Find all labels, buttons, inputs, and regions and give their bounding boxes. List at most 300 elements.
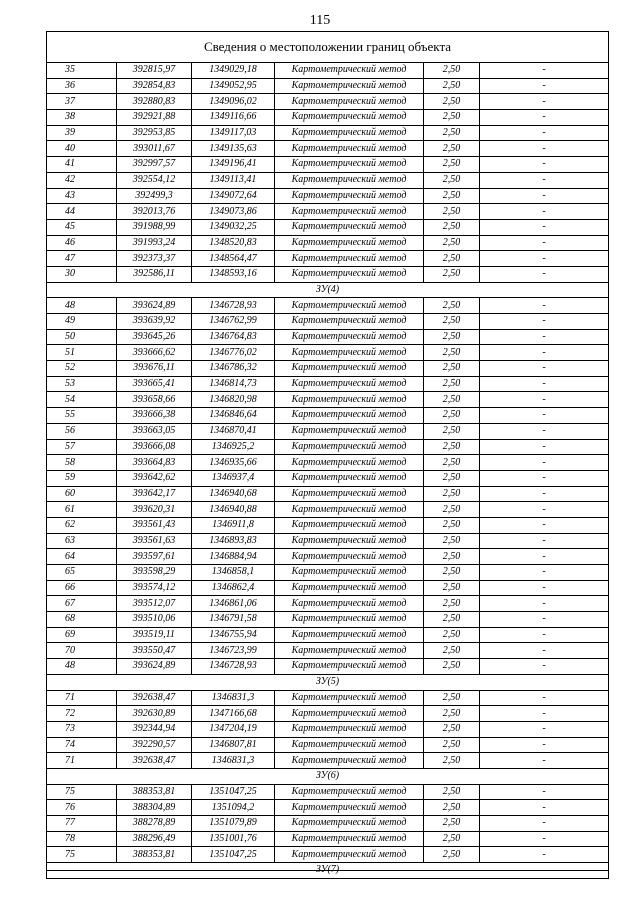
- x-coordinate-cell: 392638,47: [117, 690, 192, 706]
- table-row: [47, 345, 609, 361]
- method-cell: Картометрический метод: [275, 486, 424, 502]
- accuracy-cell: 2,50: [424, 502, 480, 518]
- description-cell: -: [480, 329, 609, 345]
- x-coordinate-cell: 393658,66: [117, 392, 192, 408]
- x-coordinate-cell: 392630,89: [117, 706, 192, 722]
- y-coordinate-cell: 1349032,25: [192, 219, 275, 235]
- point-number-cell: 36: [47, 78, 117, 94]
- table-row: [47, 486, 609, 502]
- table-row: [47, 847, 609, 863]
- y-coordinate-cell: 1346935,66: [192, 455, 275, 471]
- y-coordinate-cell: 1349116,66: [192, 110, 275, 126]
- x-coordinate-cell: 393624,89: [117, 659, 192, 675]
- y-coordinate-cell: 1346762,99: [192, 314, 275, 330]
- table-row: [47, 816, 609, 832]
- point-number-cell: 68: [47, 612, 117, 628]
- table-row: [47, 423, 609, 439]
- table-row: [47, 110, 609, 126]
- y-coordinate-cell: 1346846,64: [192, 408, 275, 424]
- accuracy-cell: 2,50: [424, 643, 480, 659]
- point-number-cell: 72: [47, 706, 117, 722]
- table-row: [47, 784, 609, 800]
- y-coordinate-cell: 1346870,41: [192, 423, 275, 439]
- method-cell: Картометрический метод: [275, 753, 424, 769]
- y-coordinate-cell: 1346925,2: [192, 439, 275, 455]
- method-cell: Картометрический метод: [275, 533, 424, 549]
- method-cell: Картометрический метод: [275, 172, 424, 188]
- accuracy-cell: 2,50: [424, 141, 480, 157]
- x-coordinate-cell: 388296,49: [117, 831, 192, 847]
- y-coordinate-cell: 1346791,58: [192, 612, 275, 628]
- description-cell: -: [480, 235, 609, 251]
- x-coordinate-cell: 393665,41: [117, 376, 192, 392]
- x-coordinate-cell: 393011,67: [117, 141, 192, 157]
- x-coordinate-cell: 392586,11: [117, 266, 192, 282]
- method-cell: Картометрический метод: [275, 847, 424, 863]
- x-coordinate-cell: 393561,43: [117, 517, 192, 533]
- x-coordinate-cell: 393561,63: [117, 533, 192, 549]
- method-cell: Картометрический метод: [275, 298, 424, 314]
- x-coordinate-cell: 392554,12: [117, 172, 192, 188]
- description-cell: -: [480, 204, 609, 220]
- method-cell: Картометрический метод: [275, 251, 424, 267]
- method-cell: Картометрический метод: [275, 800, 424, 816]
- y-coordinate-cell: 1346755,94: [192, 627, 275, 643]
- point-number-cell: 39: [47, 125, 117, 141]
- y-coordinate-cell: 1346831,3: [192, 753, 275, 769]
- description-cell: -: [480, 690, 609, 706]
- method-cell: Картометрический метод: [275, 470, 424, 486]
- description-cell: -: [480, 110, 609, 126]
- x-coordinate-cell: 393666,38: [117, 408, 192, 424]
- x-coordinate-cell: 392997,57: [117, 157, 192, 173]
- y-coordinate-cell: 1349029,18: [192, 63, 275, 78]
- point-number-cell: 46: [47, 235, 117, 251]
- accuracy-cell: 2,50: [424, 455, 480, 471]
- description-cell: -: [480, 706, 609, 722]
- accuracy-cell: 2,50: [424, 690, 480, 706]
- accuracy-cell: 2,50: [424, 612, 480, 628]
- y-coordinate-cell: 1346786,32: [192, 361, 275, 377]
- coordinates-table: [46, 63, 609, 879]
- accuracy-cell: 2,50: [424, 408, 480, 424]
- table-body: [47, 63, 609, 878]
- table-row: [47, 549, 609, 565]
- method-cell: Картометрический метод: [275, 157, 424, 173]
- x-coordinate-cell: 393574,12: [117, 580, 192, 596]
- point-number-cell: 59: [47, 470, 117, 486]
- x-coordinate-cell: 393597,61: [117, 549, 192, 565]
- description-cell: -: [480, 721, 609, 737]
- accuracy-cell: 2,50: [424, 565, 480, 581]
- y-coordinate-cell: 1348520,83: [192, 235, 275, 251]
- accuracy-cell: 2,50: [424, 533, 480, 549]
- table-row: [47, 376, 609, 392]
- method-cell: Картометрический метод: [275, 392, 424, 408]
- point-number-cell: 58: [47, 455, 117, 471]
- accuracy-cell: 2,50: [424, 517, 480, 533]
- accuracy-cell: 2,50: [424, 580, 480, 596]
- description-cell: -: [480, 266, 609, 282]
- y-coordinate-cell: 1346893,83: [192, 533, 275, 549]
- y-coordinate-cell: 1346776,02: [192, 345, 275, 361]
- point-number-cell: 75: [47, 847, 117, 863]
- method-cell: Картометрический метод: [275, 565, 424, 581]
- accuracy-cell: 2,50: [424, 157, 480, 173]
- x-coordinate-cell: 393620,31: [117, 502, 192, 518]
- method-cell: Картометрический метод: [275, 612, 424, 628]
- y-coordinate-cell: 1346858,1: [192, 565, 275, 581]
- y-coordinate-cell: 1346728,93: [192, 298, 275, 314]
- point-number-cell: 69: [47, 627, 117, 643]
- description-cell: -: [480, 627, 609, 643]
- table-row: [47, 78, 609, 94]
- section-row: [47, 674, 609, 690]
- point-number-cell: 75: [47, 784, 117, 800]
- table-row: [47, 314, 609, 330]
- accuracy-cell: 2,50: [424, 549, 480, 565]
- accuracy-cell: 2,50: [424, 627, 480, 643]
- description-cell: -: [480, 502, 609, 518]
- accuracy-cell: 2,50: [424, 800, 480, 816]
- table-row: [47, 141, 609, 157]
- section-row: [47, 863, 609, 879]
- method-cell: Картометрический метод: [275, 78, 424, 94]
- point-number-cell: 74: [47, 737, 117, 753]
- table-row: [47, 172, 609, 188]
- x-coordinate-cell: 393510,06: [117, 612, 192, 628]
- y-coordinate-cell: 1349196,41: [192, 157, 275, 173]
- section-label: ЗУ(7): [47, 863, 609, 879]
- y-coordinate-cell: 1349113,41: [192, 172, 275, 188]
- description-cell: -: [480, 486, 609, 502]
- description-cell: -: [480, 63, 609, 78]
- description-cell: -: [480, 439, 609, 455]
- point-number-cell: 53: [47, 376, 117, 392]
- point-number-cell: 48: [47, 298, 117, 314]
- method-cell: Картометрический метод: [275, 517, 424, 533]
- description-cell: -: [480, 549, 609, 565]
- y-coordinate-cell: 1346937,4: [192, 470, 275, 486]
- table-row: [47, 455, 609, 471]
- description-cell: -: [480, 737, 609, 753]
- description-cell: -: [480, 219, 609, 235]
- table-row: [47, 706, 609, 722]
- description-cell: -: [480, 517, 609, 533]
- description-cell: -: [480, 361, 609, 377]
- method-cell: Картометрический метод: [275, 549, 424, 565]
- point-number-cell: 35: [47, 63, 117, 78]
- method-cell: Картометрический метод: [275, 816, 424, 832]
- method-cell: Картометрический метод: [275, 455, 424, 471]
- y-coordinate-cell: 1346940,68: [192, 486, 275, 502]
- table-row: [47, 298, 609, 314]
- method-cell: Картометрический метод: [275, 125, 424, 141]
- y-coordinate-cell: 1351001,76: [192, 831, 275, 847]
- accuracy-cell: 2,50: [424, 78, 480, 94]
- point-number-cell: 73: [47, 721, 117, 737]
- x-coordinate-cell: 393550,47: [117, 643, 192, 659]
- point-number-cell: 71: [47, 690, 117, 706]
- method-cell: Картометрический метод: [275, 643, 424, 659]
- point-number-cell: 43: [47, 188, 117, 204]
- y-coordinate-cell: 1349135,63: [192, 141, 275, 157]
- description-cell: -: [480, 141, 609, 157]
- x-coordinate-cell: 393639,92: [117, 314, 192, 330]
- x-coordinate-cell: 393666,62: [117, 345, 192, 361]
- y-coordinate-cell: 1346862,4: [192, 580, 275, 596]
- method-cell: Картометрический метод: [275, 721, 424, 737]
- accuracy-cell: 2,50: [424, 439, 480, 455]
- method-cell: Картометрический метод: [275, 690, 424, 706]
- accuracy-cell: 2,50: [424, 486, 480, 502]
- table-row: [47, 502, 609, 518]
- accuracy-cell: 2,50: [424, 63, 480, 78]
- method-cell: Картометрический метод: [275, 376, 424, 392]
- section-row: [47, 282, 609, 298]
- table-row: [47, 517, 609, 533]
- description-cell: -: [480, 580, 609, 596]
- y-coordinate-cell: 1349117,03: [192, 125, 275, 141]
- y-coordinate-cell: 1349072,64: [192, 188, 275, 204]
- accuracy-cell: 2,50: [424, 784, 480, 800]
- description-cell: -: [480, 643, 609, 659]
- table-row: [47, 94, 609, 110]
- point-number-cell: 56: [47, 423, 117, 439]
- method-cell: Картометрический метод: [275, 110, 424, 126]
- description-cell: -: [480, 816, 609, 832]
- x-coordinate-cell: 393598,29: [117, 565, 192, 581]
- accuracy-cell: 2,50: [424, 847, 480, 863]
- method-cell: Картометрический метод: [275, 235, 424, 251]
- y-coordinate-cell: 1346831,3: [192, 690, 275, 706]
- point-number-cell: 52: [47, 361, 117, 377]
- y-coordinate-cell: 1349052,95: [192, 78, 275, 94]
- method-cell: Картометрический метод: [275, 329, 424, 345]
- x-coordinate-cell: 393512,07: [117, 596, 192, 612]
- description-cell: -: [480, 596, 609, 612]
- description-cell: -: [480, 94, 609, 110]
- x-coordinate-cell: 392921,88: [117, 110, 192, 126]
- method-cell: Картометрический метод: [275, 706, 424, 722]
- method-cell: Картометрический метод: [275, 423, 424, 439]
- point-number-cell: 77: [47, 816, 117, 832]
- table-row: [47, 612, 609, 628]
- point-number-cell: 44: [47, 204, 117, 220]
- point-number-cell: 62: [47, 517, 117, 533]
- accuracy-cell: 2,50: [424, 125, 480, 141]
- table-row: [47, 188, 609, 204]
- table-row: [47, 565, 609, 581]
- section-row: [47, 768, 609, 784]
- point-number-cell: 51: [47, 345, 117, 361]
- method-cell: Картометрический метод: [275, 502, 424, 518]
- table-row: [47, 392, 609, 408]
- y-coordinate-cell: 1351047,25: [192, 847, 275, 863]
- point-number-cell: 57: [47, 439, 117, 455]
- method-cell: Картометрический метод: [275, 408, 424, 424]
- table-heading: Сведения о местоположении границ объекта: [47, 32, 608, 63]
- table-row: [47, 204, 609, 220]
- accuracy-cell: 2,50: [424, 737, 480, 753]
- description-cell: -: [480, 470, 609, 486]
- accuracy-cell: 2,50: [424, 235, 480, 251]
- accuracy-cell: 2,50: [424, 596, 480, 612]
- table-row: [47, 596, 609, 612]
- accuracy-cell: 2,50: [424, 298, 480, 314]
- x-coordinate-cell: 393645,26: [117, 329, 192, 345]
- x-coordinate-cell: 392638,47: [117, 753, 192, 769]
- method-cell: Картометрический метод: [275, 627, 424, 643]
- accuracy-cell: 2,50: [424, 172, 480, 188]
- y-coordinate-cell: 1346940,88: [192, 502, 275, 518]
- accuracy-cell: 2,50: [424, 816, 480, 832]
- point-number-cell: 54: [47, 392, 117, 408]
- y-coordinate-cell: 1349096,02: [192, 94, 275, 110]
- point-number-cell: 50: [47, 329, 117, 345]
- table-row: [47, 361, 609, 377]
- point-number-cell: 47: [47, 251, 117, 267]
- accuracy-cell: 2,50: [424, 470, 480, 486]
- method-cell: Картометрический метод: [275, 188, 424, 204]
- accuracy-cell: 2,50: [424, 204, 480, 220]
- y-coordinate-cell: 1346764,83: [192, 329, 275, 345]
- y-coordinate-cell: 1346723,99: [192, 643, 275, 659]
- point-number-cell: 65: [47, 565, 117, 581]
- y-coordinate-cell: 1346884,94: [192, 549, 275, 565]
- accuracy-cell: 2,50: [424, 753, 480, 769]
- method-cell: Картометрический метод: [275, 439, 424, 455]
- x-coordinate-cell: 393519,11: [117, 627, 192, 643]
- y-coordinate-cell: 1346814,73: [192, 376, 275, 392]
- point-number-cell: 41: [47, 157, 117, 173]
- table-row: [47, 753, 609, 769]
- accuracy-cell: 2,50: [424, 329, 480, 345]
- method-cell: Картометрический метод: [275, 831, 424, 847]
- description-cell: -: [480, 172, 609, 188]
- description-cell: -: [480, 251, 609, 267]
- table-row: [47, 627, 609, 643]
- description-cell: -: [480, 753, 609, 769]
- accuracy-cell: 2,50: [424, 188, 480, 204]
- table-row: [47, 831, 609, 847]
- accuracy-cell: 2,50: [424, 219, 480, 235]
- y-coordinate-cell: 1349073,86: [192, 204, 275, 220]
- table-row: [47, 690, 609, 706]
- point-number-cell: 71: [47, 753, 117, 769]
- y-coordinate-cell: 1351094,2: [192, 800, 275, 816]
- section-label: ЗУ(5): [47, 674, 609, 690]
- description-cell: -: [480, 78, 609, 94]
- table-row: [47, 659, 609, 675]
- y-coordinate-cell: 1351079,89: [192, 816, 275, 832]
- x-coordinate-cell: 393676,11: [117, 361, 192, 377]
- description-cell: -: [480, 188, 609, 204]
- table-row: [47, 580, 609, 596]
- x-coordinate-cell: 388353,81: [117, 784, 192, 800]
- description-cell: -: [480, 533, 609, 549]
- table-row: [47, 157, 609, 173]
- x-coordinate-cell: 392499,3: [117, 188, 192, 204]
- description-cell: -: [480, 157, 609, 173]
- section-label: ЗУ(6): [47, 768, 609, 784]
- description-cell: -: [480, 392, 609, 408]
- method-cell: Картометрический метод: [275, 314, 424, 330]
- point-number-cell: 40: [47, 141, 117, 157]
- page-number: 115: [309, 13, 331, 28]
- y-coordinate-cell: 1347166,68: [192, 706, 275, 722]
- point-number-cell: 30: [47, 266, 117, 282]
- table-row: [47, 643, 609, 659]
- x-coordinate-cell: 392373,37: [117, 251, 192, 267]
- method-cell: Картометрический метод: [275, 784, 424, 800]
- method-cell: Картометрический метод: [275, 204, 424, 220]
- x-coordinate-cell: 388304,89: [117, 800, 192, 816]
- point-number-cell: 42: [47, 172, 117, 188]
- description-cell: -: [480, 455, 609, 471]
- accuracy-cell: 2,50: [424, 392, 480, 408]
- table-row: [47, 439, 609, 455]
- method-cell: Картометрический метод: [275, 266, 424, 282]
- point-number-cell: 37: [47, 94, 117, 110]
- point-number-cell: 63: [47, 533, 117, 549]
- accuracy-cell: 2,50: [424, 831, 480, 847]
- description-cell: -: [480, 847, 609, 863]
- accuracy-cell: 2,50: [424, 706, 480, 722]
- x-coordinate-cell: 393663,05: [117, 423, 192, 439]
- table-row: [47, 470, 609, 486]
- description-cell: -: [480, 423, 609, 439]
- method-cell: Картометрический метод: [275, 361, 424, 377]
- method-cell: Картометрический метод: [275, 580, 424, 596]
- description-cell: -: [480, 565, 609, 581]
- x-coordinate-cell: 393666,08: [117, 439, 192, 455]
- table-row: [47, 408, 609, 424]
- point-number-cell: 45: [47, 219, 117, 235]
- accuracy-cell: 2,50: [424, 251, 480, 267]
- accuracy-cell: 2,50: [424, 314, 480, 330]
- table-row: [47, 219, 609, 235]
- table-row: [47, 329, 609, 345]
- accuracy-cell: 2,50: [424, 94, 480, 110]
- point-number-cell: 66: [47, 580, 117, 596]
- x-coordinate-cell: 392344,94: [117, 721, 192, 737]
- method-cell: Картометрический метод: [275, 737, 424, 753]
- point-number-cell: 55: [47, 408, 117, 424]
- point-number-cell: 60: [47, 486, 117, 502]
- table-row: [47, 251, 609, 267]
- point-number-cell: 38: [47, 110, 117, 126]
- accuracy-cell: 2,50: [424, 266, 480, 282]
- y-coordinate-cell: 1346861,06: [192, 596, 275, 612]
- x-coordinate-cell: 392815,97: [117, 63, 192, 78]
- x-coordinate-cell: 393642,62: [117, 470, 192, 486]
- method-cell: Картометрический метод: [275, 596, 424, 612]
- table-row: [47, 266, 609, 282]
- method-cell: Картометрический метод: [275, 141, 424, 157]
- accuracy-cell: 2,50: [424, 423, 480, 439]
- point-number-cell: 76: [47, 800, 117, 816]
- accuracy-cell: 2,50: [424, 345, 480, 361]
- x-coordinate-cell: 392953,85: [117, 125, 192, 141]
- point-number-cell: 49: [47, 314, 117, 330]
- accuracy-cell: 2,50: [424, 361, 480, 377]
- y-coordinate-cell: 1351047,25: [192, 784, 275, 800]
- description-cell: -: [480, 784, 609, 800]
- y-coordinate-cell: 1347204,19: [192, 721, 275, 737]
- section-label: ЗУ(4): [47, 282, 609, 298]
- method-cell: Картометрический метод: [275, 219, 424, 235]
